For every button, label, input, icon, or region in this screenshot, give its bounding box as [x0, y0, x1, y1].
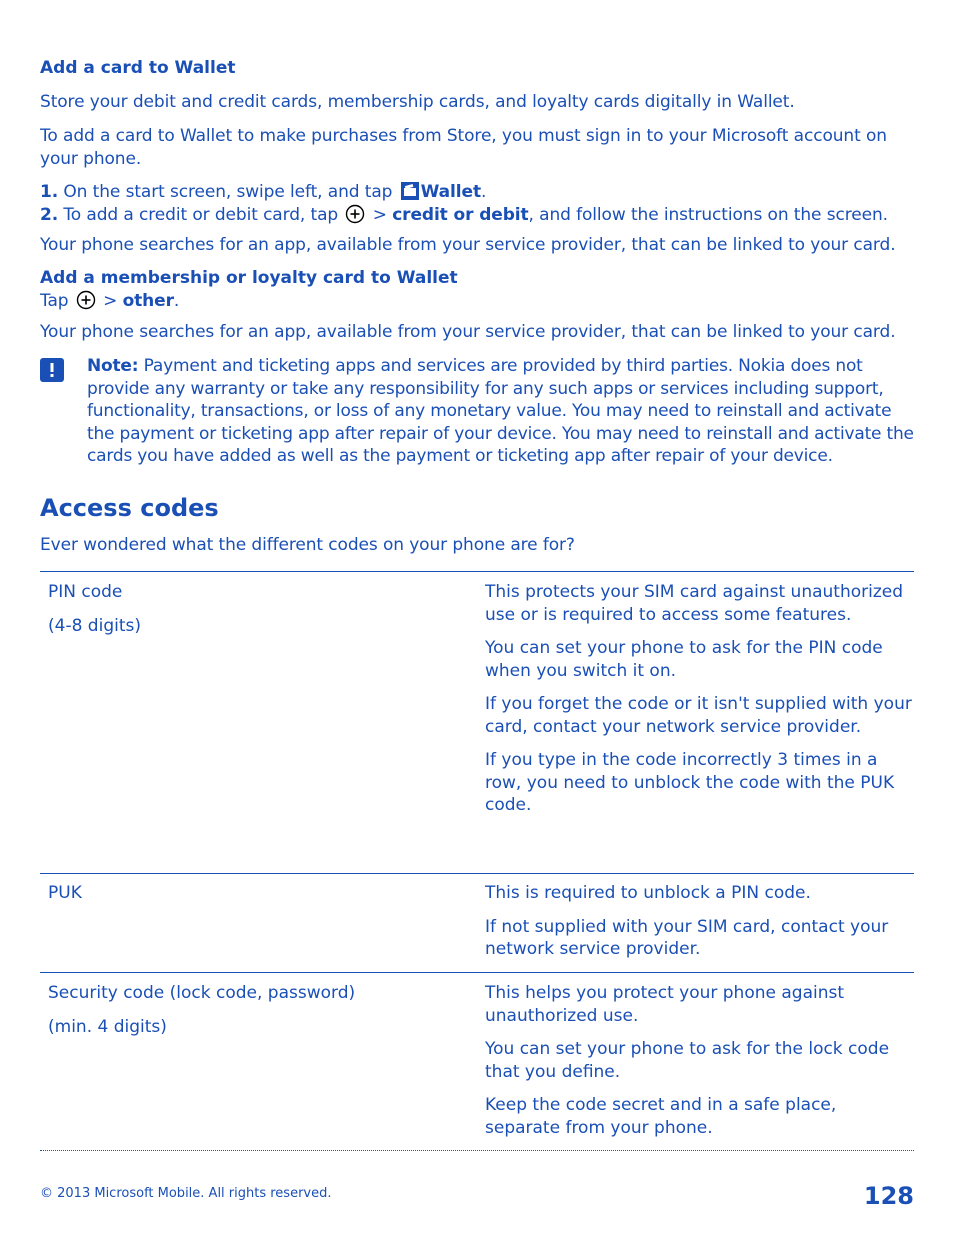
table-row-puk-label	[48, 882, 468, 916]
security-desc-3: Keep the code secret and in a safe place, separate from your phone.	[485, 1095, 837, 1138]
note-label: Note:	[87, 356, 139, 376]
access-codes-intro: Ever wondered what the different codes on your phone are for?	[40, 535, 575, 555]
step-2-text: To add a credit or debit card, tap	[63, 205, 339, 225]
step-1-text: On the start screen, swipe left, and tap	[63, 182, 393, 202]
table-row-puk-description	[485, 882, 914, 972]
table-row-divider	[40, 873, 914, 874]
table-row-security-description	[485, 982, 914, 1150]
pin-code-name: PIN code	[48, 582, 123, 602]
membership-search-text: Your phone searches for an app, available from your service provider, that can be linked to your card.	[40, 322, 896, 342]
pin-code-digits: (4-8 digits)	[48, 615, 141, 636]
table-row-divider	[40, 972, 914, 973]
step-2-number: 2.	[40, 205, 59, 225]
membership-separator: >	[103, 291, 118, 311]
plus-circle-icon	[76, 290, 96, 310]
step-2-rest: , and follow the instructions on the screen.	[528, 205, 888, 225]
wallet-intro: Store your debit and credit cards, membership cards, and loyalty cards digitally in Wallet.	[40, 92, 795, 112]
table-top-rule	[40, 571, 914, 572]
wallet-app-label: Wallet	[420, 182, 481, 202]
puk-name: PUK	[48, 883, 82, 903]
note-block	[87, 355, 917, 468]
note-text: Payment and ticketing apps and services are provided by third parties. Nokia does not provide any warranty or take any responsibility for any such apps or services including support, functionality, transactions, or loss of any monetary value. You may need to reinstall and activate the payment or ticketing app after repair of your device. You may need to reinstall and activate the cards you have added as well as the payment or ticketing app after repair of your device.	[87, 356, 914, 466]
membership-heading: Add a membership or loyalty card to Wallet	[40, 268, 458, 288]
pin-desc-1: This protects your SIM card against unauthorized use or is required to access some features.	[485, 582, 904, 625]
step-1: 1. On the start screen, swipe left, and tap Wallet.	[40, 182, 487, 202]
security-desc-2: You can set your phone to ask for the lock code that you define.	[485, 1039, 890, 1082]
wallet-icon	[401, 182, 419, 200]
wallet-signin-text: To add a card to Wallet to make purchases from Store, you must sign in to your Microsoft account on your phone.	[40, 126, 887, 169]
plus-circle-icon	[345, 204, 365, 224]
table-row-pin-description	[485, 581, 914, 828]
pin-desc-3: If you forget the code or it isn't supplied with your card, contact your network service provider.	[485, 694, 912, 737]
security-code-digits: (min. 4 digits)	[48, 1016, 167, 1037]
step-2	[40, 204, 914, 227]
security-code-name: Security code (lock code, password)	[48, 983, 356, 1003]
access-codes-heading: Access codes	[40, 494, 219, 522]
pin-desc-4: If you type in the code incorrectly 3 times in a row, you need to unblock the code with the PUK code.	[485, 750, 895, 815]
table-row-pin-label	[48, 581, 468, 648]
page-number: 128	[863, 1182, 914, 1210]
puk-desc-2: If not supplied with your SIM card, contact your network service provider.	[485, 916, 889, 959]
security-desc-1: This helps you protect your phone against unauthorized use.	[485, 983, 845, 1026]
table-row-security-label	[48, 982, 468, 1049]
table-bottom-rule	[40, 1150, 914, 1151]
step-2-separator: >	[372, 205, 387, 225]
membership-step: Tap > other.	[40, 291, 180, 311]
exclamation-icon	[40, 358, 64, 382]
pin-desc-2: You can set your phone to ask for the PIN code when you switch it on.	[485, 638, 883, 681]
step-1-number: 1.	[40, 182, 59, 202]
puk-desc-1: This is required to unblock a PIN code.	[485, 883, 811, 903]
other-label: other	[122, 291, 174, 311]
wallet-heading: Add a card to Wallet	[40, 58, 236, 78]
credit-or-debit-label: credit or debit	[392, 205, 529, 225]
tap-text: Tap	[40, 291, 69, 311]
copyright: © 2013 Microsoft Mobile. All rights reserved.	[40, 1186, 332, 1201]
wallet-search-text: Your phone searches for an app, available from your service provider, that can be linked to your card.	[40, 235, 896, 255]
